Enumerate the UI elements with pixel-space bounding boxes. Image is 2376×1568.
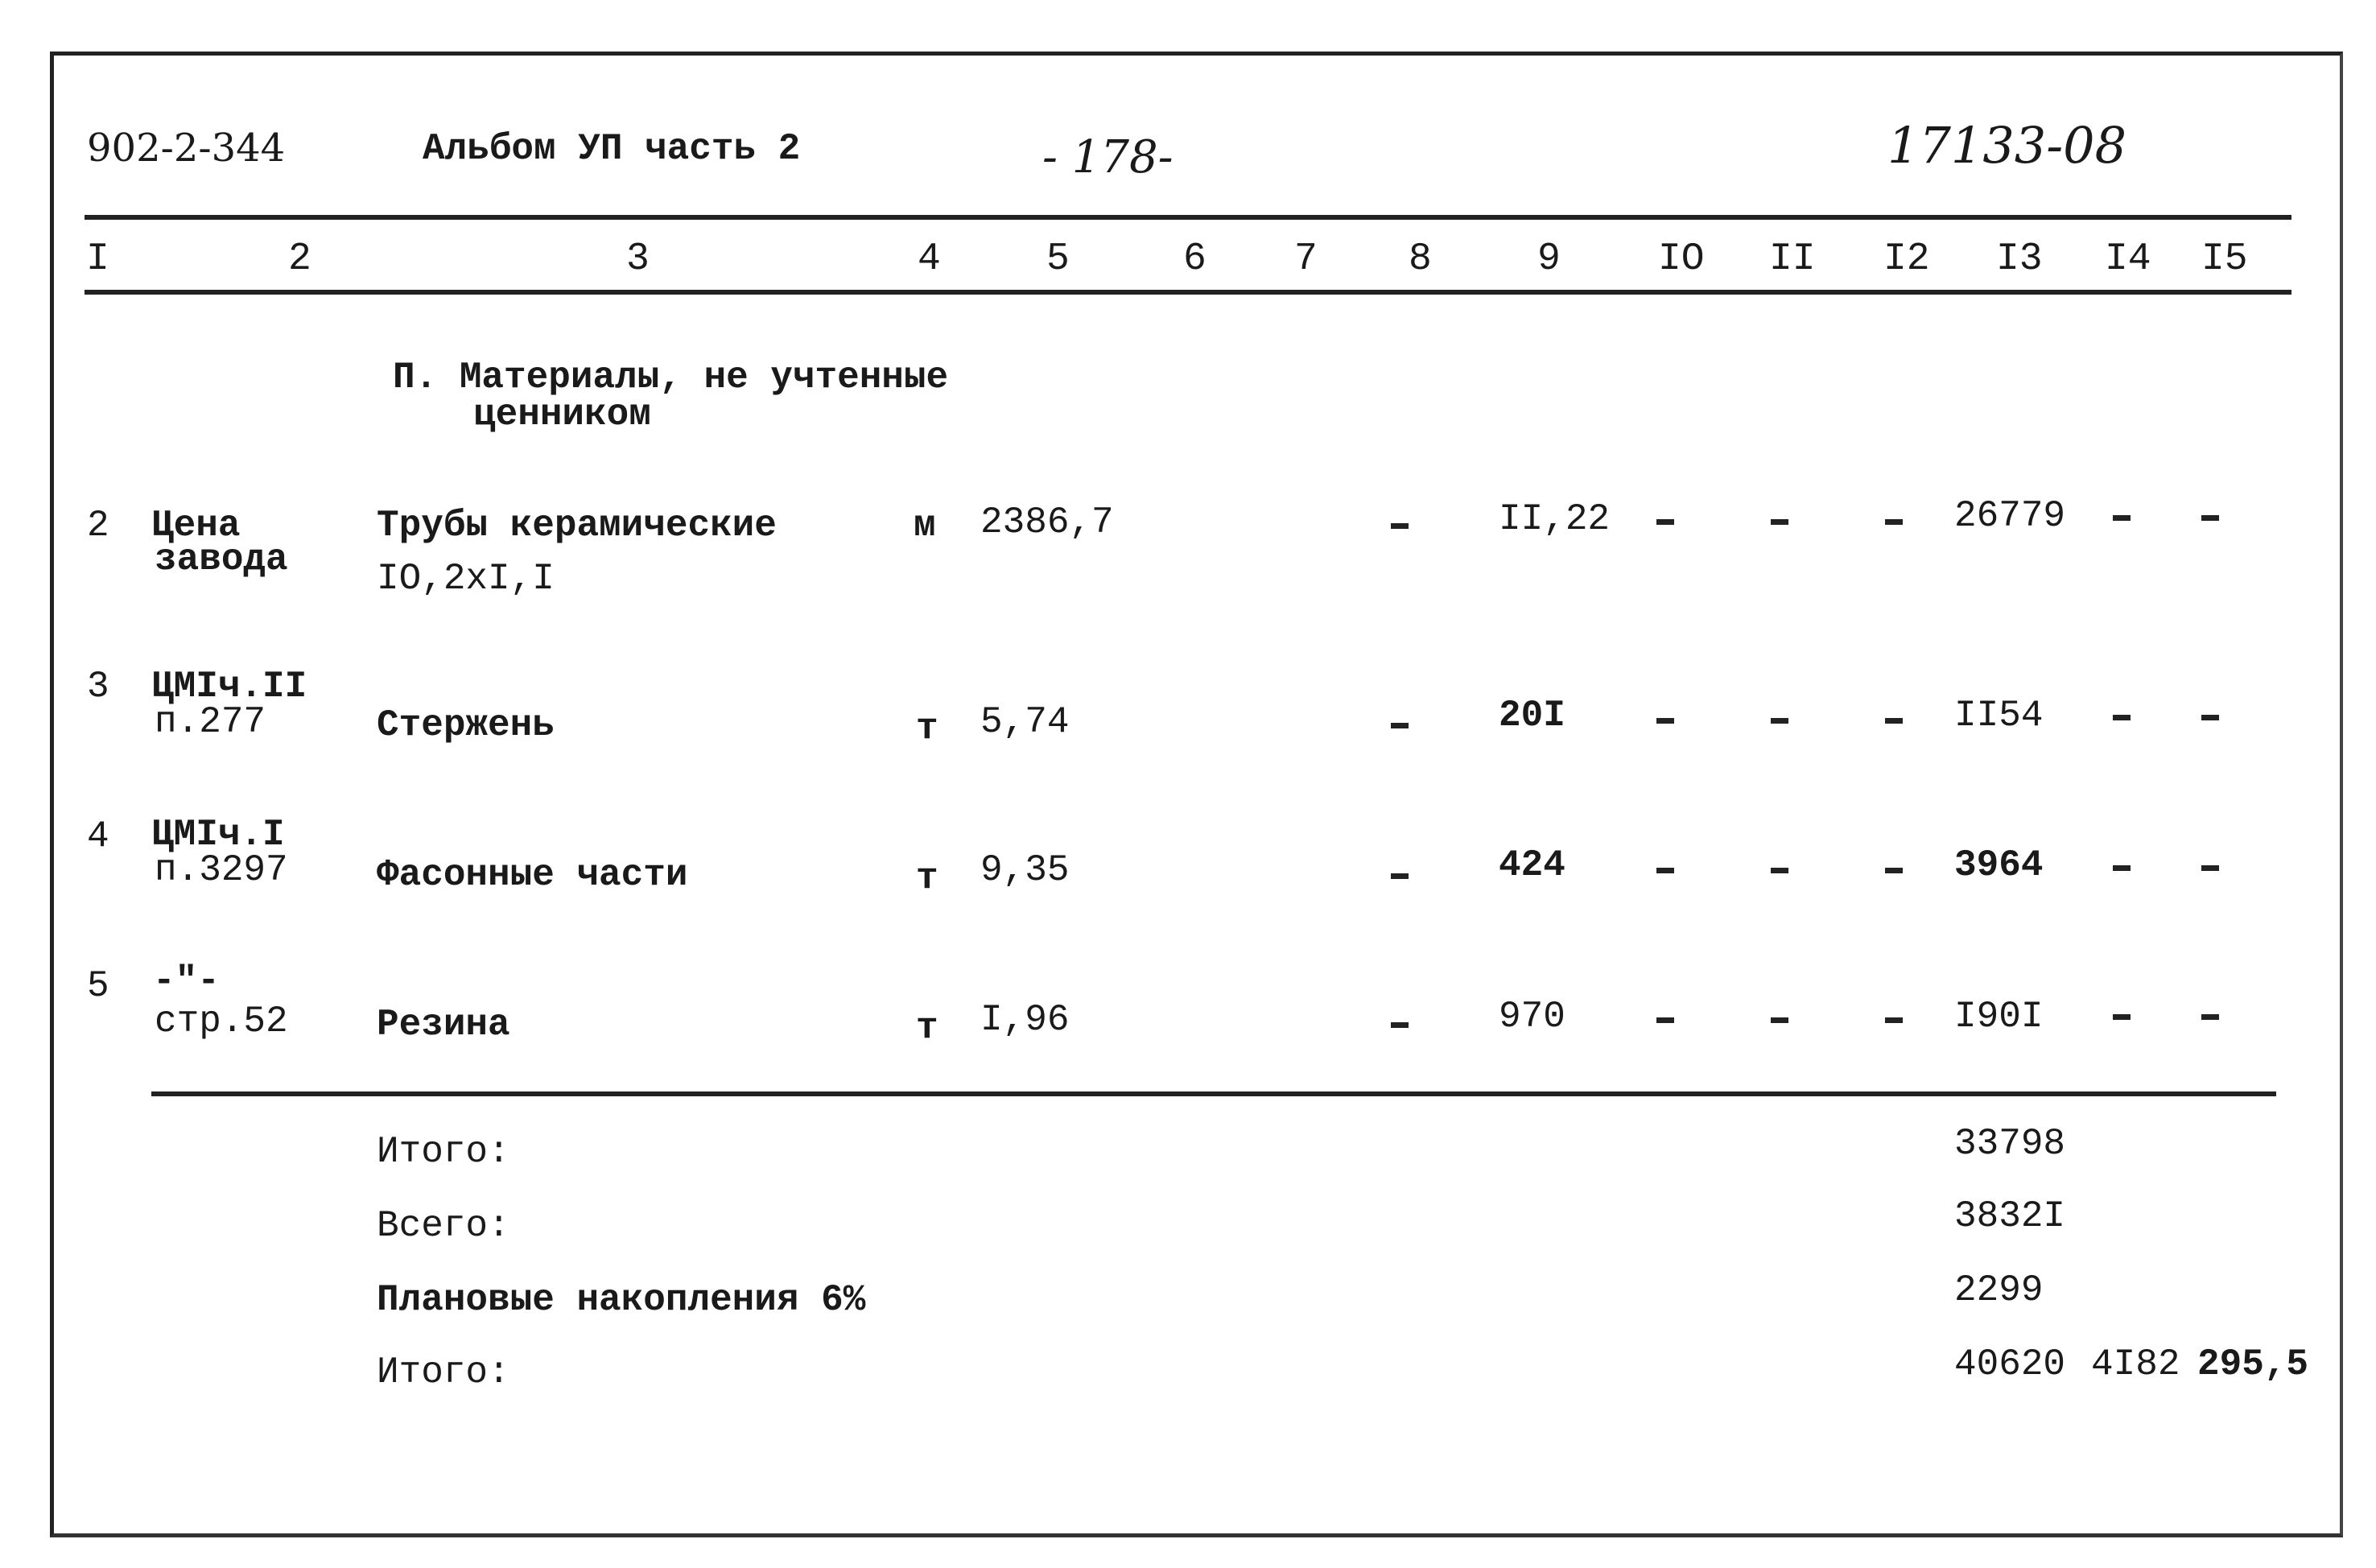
column-number: I3 [1996,237,2043,281]
row-quantity: I,96 [980,999,1070,1041]
column-number: 3 [626,237,650,281]
document-number: 17133-08 [1887,116,2127,175]
column-number: 6 [1183,237,1207,281]
dash [1391,523,1409,529]
column-number: 7 [1294,237,1318,281]
dash [1885,1017,1903,1023]
row-number: 4 [87,815,109,857]
row-name: Стержень [377,704,555,746]
final-total-col13: 40620 [1954,1343,2066,1385]
dash [1885,718,1903,724]
header-bottom-rule [85,290,2291,295]
section-title: П. Материалы, не учтенные [393,357,949,398]
row-source: ЦМIч.I [151,814,285,856]
row-quantity: 9,35 [980,849,1070,891]
column-number: II [1769,237,1816,281]
dash [2201,1014,2219,1020]
grand-total-col13: 3832I [1954,1195,2066,1237]
row-quantity: 2386,7 [980,501,1114,543]
row-name: IO,2xI,I [377,558,555,600]
row-col9: 20I [1499,695,1565,737]
dash [1771,519,1788,525]
row-col9: II,22 [1499,498,1611,540]
column-number: 4 [918,237,941,281]
row-col9: 424 [1499,844,1565,886]
row-col9: 970 [1499,996,1565,1038]
row-quantity: 5,74 [980,701,1070,743]
dash [1656,868,1674,873]
row-source: п.277 [155,701,266,743]
row-name: Резина [377,1004,510,1046]
column-number: IO [1658,237,1705,281]
row-name: Фасонные части [377,854,688,896]
final-total-label: Итого: [377,1351,510,1393]
column-number: I [86,237,109,281]
column-number: 9 [1537,237,1561,281]
dash [2113,1014,2131,1020]
dash [1771,718,1788,724]
planned-savings-col13: 2299 [1954,1269,2044,1311]
dash [1656,718,1674,724]
dash [2113,715,2131,720]
column-number: I4 [2105,237,2151,281]
row-source: Цена [151,505,241,547]
column-number: 5 [1046,237,1070,281]
final-total-col15: 295,5 [2197,1343,2309,1385]
row-number: 2 [87,505,109,547]
row-source: стр.52 [155,1001,288,1042]
column-number: I5 [2201,237,2248,281]
dash [1391,723,1409,728]
column-number: 2 [288,237,311,281]
dash [2201,515,2219,521]
album-title: Альбом УП часть 2 [423,128,801,170]
dash [1771,868,1788,873]
row-col13: 26779 [1954,495,2066,537]
total-col13: 33798 [1954,1123,2066,1165]
dash [2201,715,2219,720]
dash [2113,515,2131,521]
dash [1391,1022,1409,1028]
row-number: 5 [87,965,109,1007]
header-top-rule [85,215,2291,220]
row-unit: т [916,857,938,899]
row-name: Трубы керамические [377,505,777,547]
row-unit: т [916,1007,938,1049]
row-number: 3 [87,666,109,708]
dash [1656,519,1674,525]
dash [1656,1017,1674,1023]
dash [2201,865,2219,871]
dash [1771,1017,1788,1023]
dash [1885,519,1903,525]
row-col13: 3964 [1954,844,2044,886]
row-unit: т [916,708,938,749]
column-number: I2 [1883,237,1930,281]
final-total-col14: 4I82 [2091,1343,2180,1385]
section-title-continued: ценником [473,394,651,435]
totals-rule [151,1091,2276,1096]
project-code: 902-2-344 [87,126,286,171]
row-col13: I90I [1954,996,2044,1038]
grand-total-label: Всего: [377,1205,510,1247]
dash [1885,868,1903,873]
row-unit: м [914,505,936,547]
row-source: п.3297 [155,849,288,891]
planned-savings-label: Плановые накопления 6% [377,1279,866,1321]
row-source: завода [155,538,288,580]
row-col13: II54 [1954,695,2044,737]
total-label: Итого: [377,1131,510,1173]
dash [1391,873,1409,879]
dash [2113,865,2131,871]
row-source: -"- [153,960,220,1002]
column-number: 8 [1409,237,1432,281]
row-source: ЦМIч.II [151,666,307,708]
page-number: - 178- [1042,131,1174,184]
